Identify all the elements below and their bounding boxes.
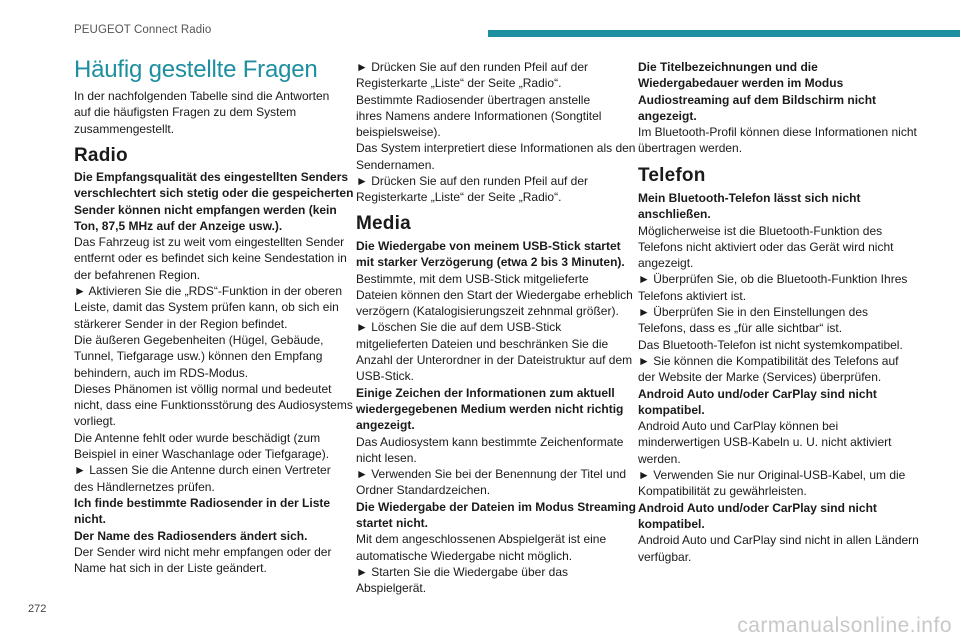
faq-answer: ► Drücken Sie auf den runden Pfeil auf der Registerkarte „Liste“ der Seite „Radio“. xyxy=(356,60,589,91)
faq-answer: Im Bluetooth-Profil können diese Informationen nicht übertragen werden. xyxy=(638,125,917,156)
faq-question: Die Empfangsqualität des eingestellten Senders verschlechtert sich stetig oder die gespeicherten Sender können nicht empfangen werden (kein Ton, 87,5 MHz auf der Anzeige usw.). xyxy=(74,170,354,233)
faq-answer: ► Lassen Sie die Antenne durch einen Vertreter des Händlernetzes prüfen. xyxy=(74,463,331,494)
faq-question: Android Auto und/oder CarPlay sind nicht kompatibel. xyxy=(638,500,877,531)
watermark: carmanualsonline.info xyxy=(737,614,952,637)
faq-answer: Bestimmte Radiosender übertragen anstelle ihres Namens andere Informationen (Songtitel beispielsweise). xyxy=(356,92,602,140)
faq-question: Der Name des Radiosenders ändert sich. xyxy=(74,528,308,543)
faq-answer: Der Sender wird nicht mehr empfangen oder der Name hat sich in der Liste geändert. xyxy=(74,544,332,576)
faq-answer: Das Audiosystem kann bestimmte Zeichenformate nicht lesen. xyxy=(356,434,624,465)
radio-faq-continued xyxy=(356,59,643,206)
telefon-heading: Telefon xyxy=(638,165,706,186)
faq-answer: Das Fahrzeug ist zu weit vom eingestellten Sender entfernt oder es befindet sich keine Sendestation in der befahrenen Region. xyxy=(74,235,347,282)
radio-heading: Radio xyxy=(74,145,128,166)
page-title: Häufig gestellte Fragen xyxy=(74,56,318,83)
faq-question: Einige Zeichen der Informationen zum aktuell wiedergegebenen Medium werden nicht richtig angezeigt. xyxy=(356,385,624,433)
faq-question: Android Auto und/oder CarPlay sind nicht kompatibel. xyxy=(638,386,877,417)
faq-answer: ► Starten Sie die Wiedergabe über das Abspielgerät. xyxy=(356,564,568,596)
faq-answer: Bestimmte, mit dem USB-Stick mitgelieferte Dateien können den Start der Wiedergabe erheblich verzögern (Katalogisierungszeit zehnmal größer). xyxy=(356,271,633,319)
faq-question: Ich finde bestimmte Radiosender in der Liste nicht. xyxy=(74,495,331,527)
faq-answer: ► Aktivieren Sie die „RDS“-Funktion in der oberen Leiste, damit das System prüfen kann, ob sich ein stärkerer Sender in der Region befindet. xyxy=(74,284,342,331)
faq-answer: ► Überprüfen Sie in den Einstellungen des Telefons, dass es „für alle sichtbar“ ist. xyxy=(638,305,869,336)
intro-paragraph: In der nachfolgenden Tabelle sind die Antworten auf die häufigsten Fragen zu dem System zusammengestellt. xyxy=(74,89,330,136)
telefon-faq xyxy=(638,190,925,565)
intro-text xyxy=(74,88,361,137)
faq-answer: Die äußeren Gegebenheiten (Hügel, Gebäude, Tunnel, Tiefgarage usw.) können den Empfang behindern, auch im RDS-Modus. xyxy=(74,332,324,380)
header-accent-bar xyxy=(488,30,960,37)
faq-answer: Android Auto und CarPlay sind nicht in allen Ländern verfügbar. xyxy=(638,533,919,564)
radio-faq xyxy=(74,169,361,576)
faq-question: Die Titelbezeichnungen und die Wiedergabedauer werden im Modus Audiostreaming auf dem Bildschirm nicht angezeigt. xyxy=(638,60,877,123)
faq-answer: ► Sie können die Kompatibilität des Telefons auf der Website der Marke (Services) überprüfen. xyxy=(638,353,899,385)
media-heading: Media xyxy=(356,213,411,234)
manual-section-label: PEUGEOT Connect Radio xyxy=(74,24,212,36)
faq-question: Mein Bluetooth-Telefon lässt sich nicht anschließen. xyxy=(638,191,861,222)
faq-answer: ► Überprüfen Sie, ob die Bluetooth-Funktion Ihres Telefons aktiviert ist. xyxy=(638,272,908,303)
faq-answer: ► Löschen Sie die auf dem USB-Stick mitgelieferten Dateien und beschränken Sie die Anzahl der Unterordner in der Dateistruktur auf dem USB-Stick. xyxy=(356,320,633,384)
page-number: 272 xyxy=(28,603,47,615)
faq-answer: ► Verwenden Sie bei der Benennung der Titel und Ordner Standardzeichen. xyxy=(356,467,627,498)
faq-answer: Das System interpretiert diese Informationen als den Sendernamen. xyxy=(356,141,636,172)
faq-answer: Die Antenne fehlt oder wurde beschädigt (zum Beispiel in einer Waschanlage oder Tiefgarage). xyxy=(74,430,330,462)
faq-question: Die Wiedergabe von meinem USB-Stick startet mit starker Verzögerung (etwa 2 bis 3 Minuten). xyxy=(356,239,625,270)
faq-answer: Dieses Phänomen ist völlig normal und bedeutet nicht, dass eine Funktionsstörung des Audiosystems vorliegt. xyxy=(74,381,353,429)
faq-answer: Android Auto und CarPlay können bei minderwertigen USB-Kabeln u. U. nicht aktiviert werden. xyxy=(638,419,892,466)
faq-answer: Das Bluetooth-Telefon ist nicht systemkompatibel. xyxy=(638,337,903,352)
faq-answer: Möglicherweise ist die Bluetooth-Funktion des Telefons nicht aktiviert oder das Gerät wird nicht angezeigt. xyxy=(638,223,894,271)
faq-question: Die Wiedergabe der Dateien im Modus Streaming startet nicht. xyxy=(356,499,636,531)
media-faq-continued xyxy=(638,59,925,157)
faq-answer: Mit dem angeschlossenen Abspielgerät ist eine automatische Wiedergabe nicht möglich. xyxy=(356,532,607,563)
media-faq xyxy=(356,238,643,597)
faq-answer: ► Drücken Sie auf den runden Pfeil auf der Registerkarte „Liste“ der Seite „Radio“. xyxy=(356,174,589,205)
faq-answer: ► Verwenden Sie nur Original-USB-Kabel, um die Kompatibilität zu gewährleisten. xyxy=(638,468,906,499)
